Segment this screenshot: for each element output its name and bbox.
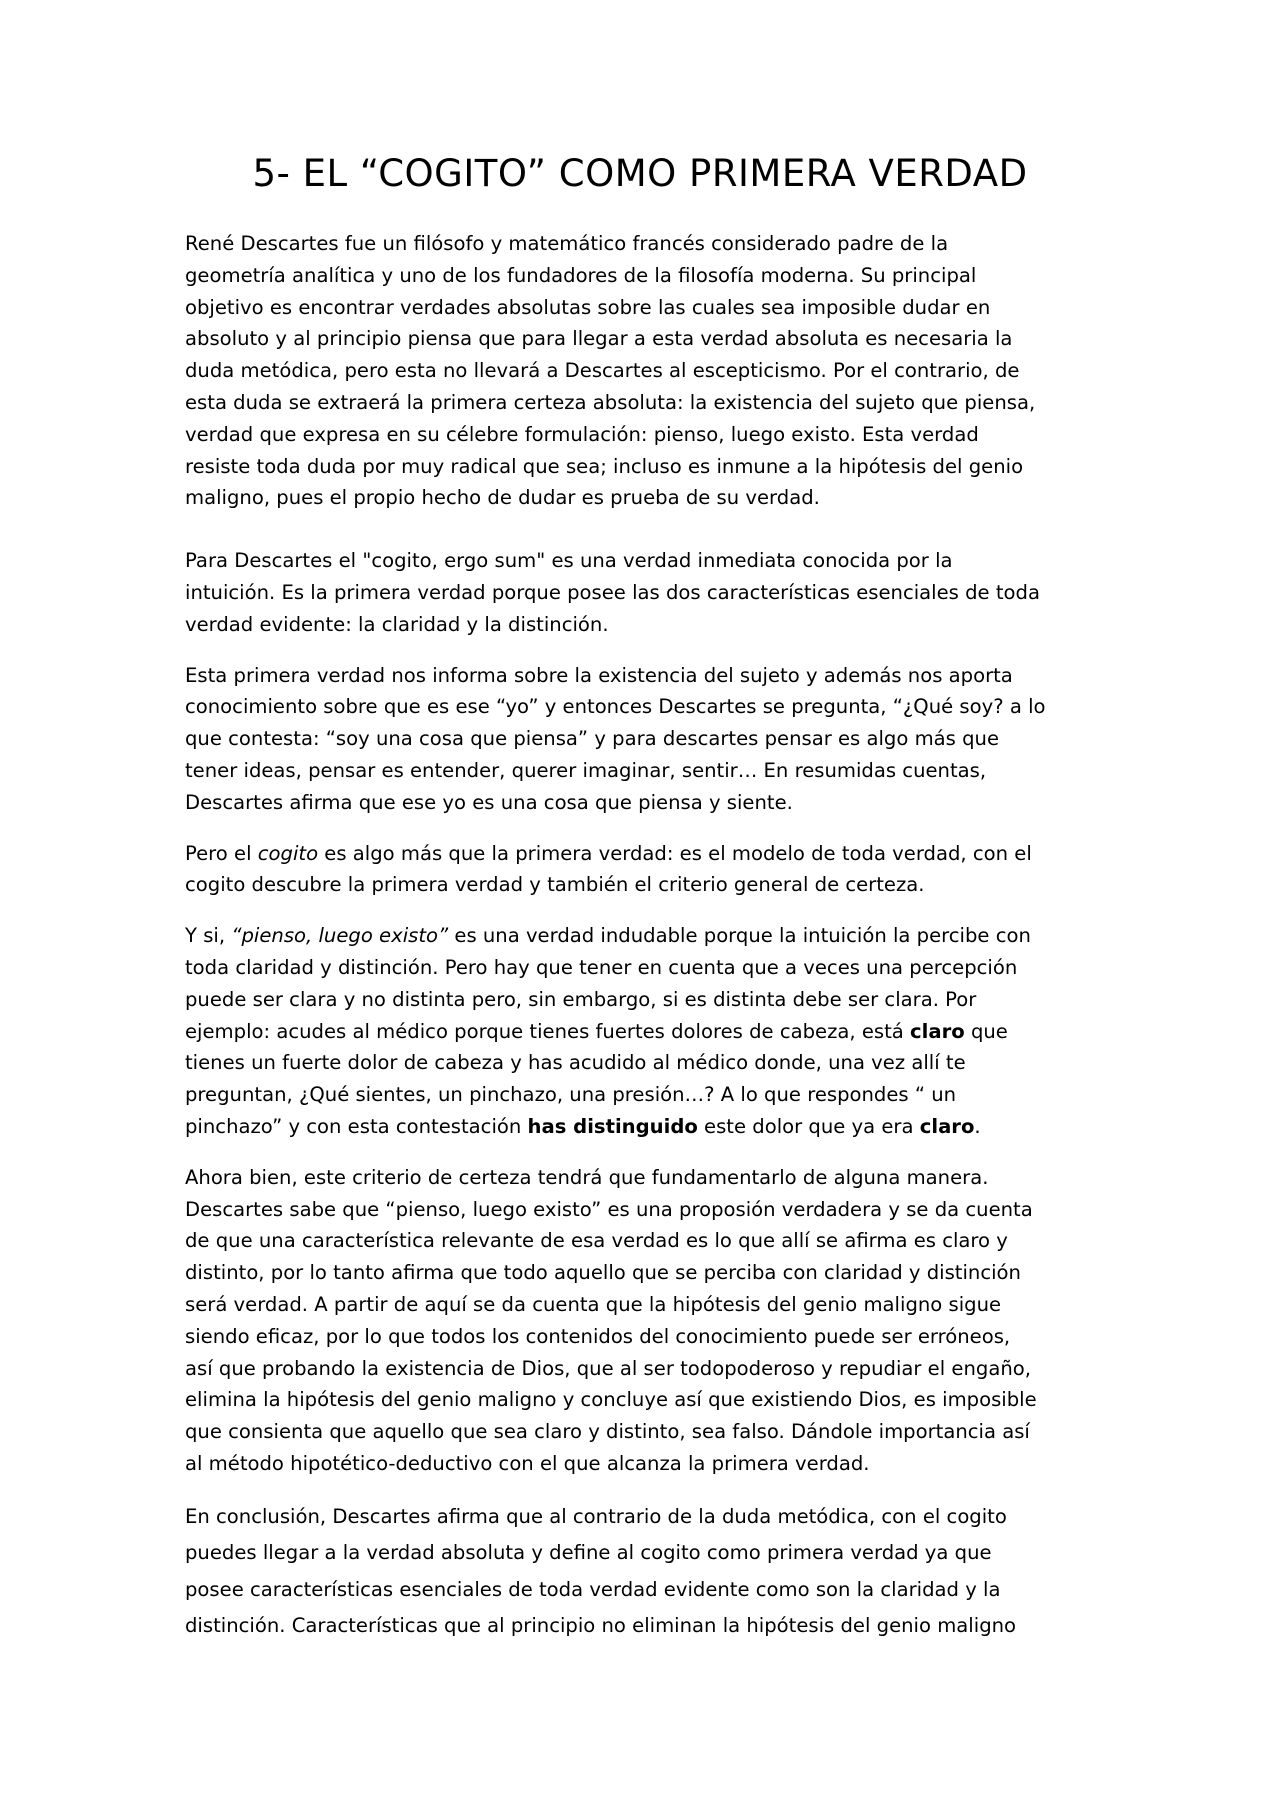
text-line: absoluto y al principio piensa que para llegar a esta verdad absoluta es necesaria la xyxy=(185,327,1013,351)
text-line: así que probando la existencia de Dios, que al ser todopoderoso y repudiar el engaño, xyxy=(185,1356,1031,1380)
text-line: Ahora bien, este criterio de certeza tendrá que fundamentarlo de alguna manera. xyxy=(185,1165,989,1189)
text-line xyxy=(185,1016,1105,1048)
text-line: En conclusión, Descartes afirma que al contrario de la duda metódica, con el cogito xyxy=(185,1504,1007,1528)
text-line: verdad que expresa en su célebre formulación: pienso, luego existo. Esta verdad xyxy=(185,422,979,446)
text-line: maligno, pues el propio hecho de dudar es prueba de su verdad. xyxy=(185,486,820,510)
text-line xyxy=(185,838,1105,870)
paragraph-3 xyxy=(185,660,1105,819)
text-run: ejemplo: acudes al médico porque tienes fuertes dolores de cabeza, está xyxy=(185,1019,911,1043)
paragraph-1 xyxy=(185,228,1105,514)
text-line: que contesta: “soy una cosa que piensa” y para descartes pensar es algo más que xyxy=(185,727,1000,751)
text-line: esta duda se extraerá la primera certeza absoluta: la existencia del sujeto que piensa, xyxy=(185,390,1036,414)
bold-term: claro xyxy=(919,1114,975,1138)
text-line: siendo eficaz, por lo que todos los contenidos del conocimiento puede ser erróneos, xyxy=(185,1324,1011,1348)
italic-term: cogito xyxy=(257,841,319,865)
bold-term: claro xyxy=(910,1019,965,1043)
text-line: cogito descubre la primera verdad y también el criterio general de certeza. xyxy=(185,873,925,897)
text-line: René Descartes fue un filósofo y matemático francés considerado padre de la xyxy=(185,232,949,255)
text-line xyxy=(185,920,1105,952)
text-line: Descartes afirma que ese yo es una cosa que piensa y siente. xyxy=(185,790,793,814)
text-line: geometría analítica y uno de los fundadores de la filosofía moderna. Su principal xyxy=(185,263,977,287)
italic-quote: “pienso, luego existo” xyxy=(231,924,449,948)
text-line: duda metódica, pero esta no llevará a Descartes al escepticismo. Por el contrario, de xyxy=(185,359,1020,383)
text-line: distinto, por lo tanto afirma que todo aquello que se perciba con claridad y distinción xyxy=(185,1261,1021,1285)
text-line: elimina la hipótesis del genio maligno y concluye así que existiendo Dios, es imposible xyxy=(185,1388,1037,1412)
text-line: que consienta que aquello que sea claro y distinto, sea falso. Dándole importancia así xyxy=(185,1420,1030,1444)
text-line: tener ideas, pensar es entender, querer imaginar, sentir… En resumidas cuentas, xyxy=(185,758,987,782)
text-line: conocimiento sobre que es ese “yo” y entonces Descartes se pregunta, “¿Qué soy? a lo xyxy=(185,695,1046,719)
text-line: resiste toda duda por muy radical que sea; incluso es inmune a la hipótesis del genio xyxy=(185,454,1024,478)
text-line: puedes llegar a la verdad absoluta y define al cogito como primera verdad ya que xyxy=(185,1541,992,1565)
text-line: posee características esenciales de toda verdad evidente como son la claridad y la xyxy=(185,1577,1001,1601)
text-line: preguntan, ¿Qué sientes, un pinchazo, una presión…? A lo que respondes “ un xyxy=(185,1083,957,1107)
page-title: 5- EL “COGITO” COMO PRIMERA VERDAD xyxy=(252,152,1028,195)
text-run: . xyxy=(974,1114,981,1138)
text-run: Y si, xyxy=(185,924,232,948)
text-line: puede ser clara y no distinta pero, sin embargo, si es distinta debe ser clara. Por xyxy=(185,987,977,1011)
text-line: Descartes sabe que “pienso, luego existo” es una proposión verdadera y se da cuenta xyxy=(185,1197,1033,1221)
text-line: verdad evidente: la claridad y la distinción. xyxy=(185,612,609,636)
text-line: tienes un fuerte dolor de cabeza y has acudido al médico donde, una vez allí te xyxy=(185,1051,966,1075)
text-line: toda claridad y distinción. Pero hay que tener en cuenta que a veces una percepción xyxy=(185,955,1018,979)
text-run: Pero el xyxy=(185,841,258,865)
paragraph-4 xyxy=(185,838,1105,902)
text-run: que xyxy=(964,1019,1008,1043)
text-run: pinchazo” y con esta contestación xyxy=(185,1114,528,1138)
text-line: objetivo es encontrar verdades absolutas sobre las cuales sea imposible dudar en xyxy=(185,295,991,319)
text-run: es una verdad indudable porque la intuición la percibe con xyxy=(448,924,1031,948)
text-line: será verdad. A partir de aquí se da cuenta que la hipótesis del genio maligno sigue xyxy=(185,1292,1002,1316)
text-line: de que una característica relevante de esa verdad es lo que allí se afirma es claro y xyxy=(185,1229,1008,1253)
paragraph-6 xyxy=(185,1162,1105,1480)
bold-term: has distinguido xyxy=(527,1114,698,1138)
text-line: Para Descartes el "cogito, ergo sum" es una verdad inmediata conocida por la xyxy=(185,549,953,573)
paragraph-2 xyxy=(185,545,1105,640)
text-run: este dolor que ya era xyxy=(697,1114,920,1138)
document-body xyxy=(185,228,1105,1664)
paragraph-5 xyxy=(185,920,1105,1143)
text-line: al método hipotético-deductivo con el que alcanza la primera verdad. xyxy=(185,1451,870,1475)
text-run: es algo más que la primera verdad: es el modelo de toda verdad, con el xyxy=(318,841,1032,865)
text-line: distinción. Características que al principio no eliminan la hipótesis del genio maligno xyxy=(185,1614,1017,1638)
paragraph-7 xyxy=(185,1499,1105,1645)
text-line: Esta primera verdad nos informa sobre la existencia del sujeto y además nos aporta xyxy=(185,663,1013,687)
text-line: intuición. Es la primera verdad porque posee las dos características esenciales de toda xyxy=(185,580,1040,604)
text-line xyxy=(185,1111,1105,1143)
